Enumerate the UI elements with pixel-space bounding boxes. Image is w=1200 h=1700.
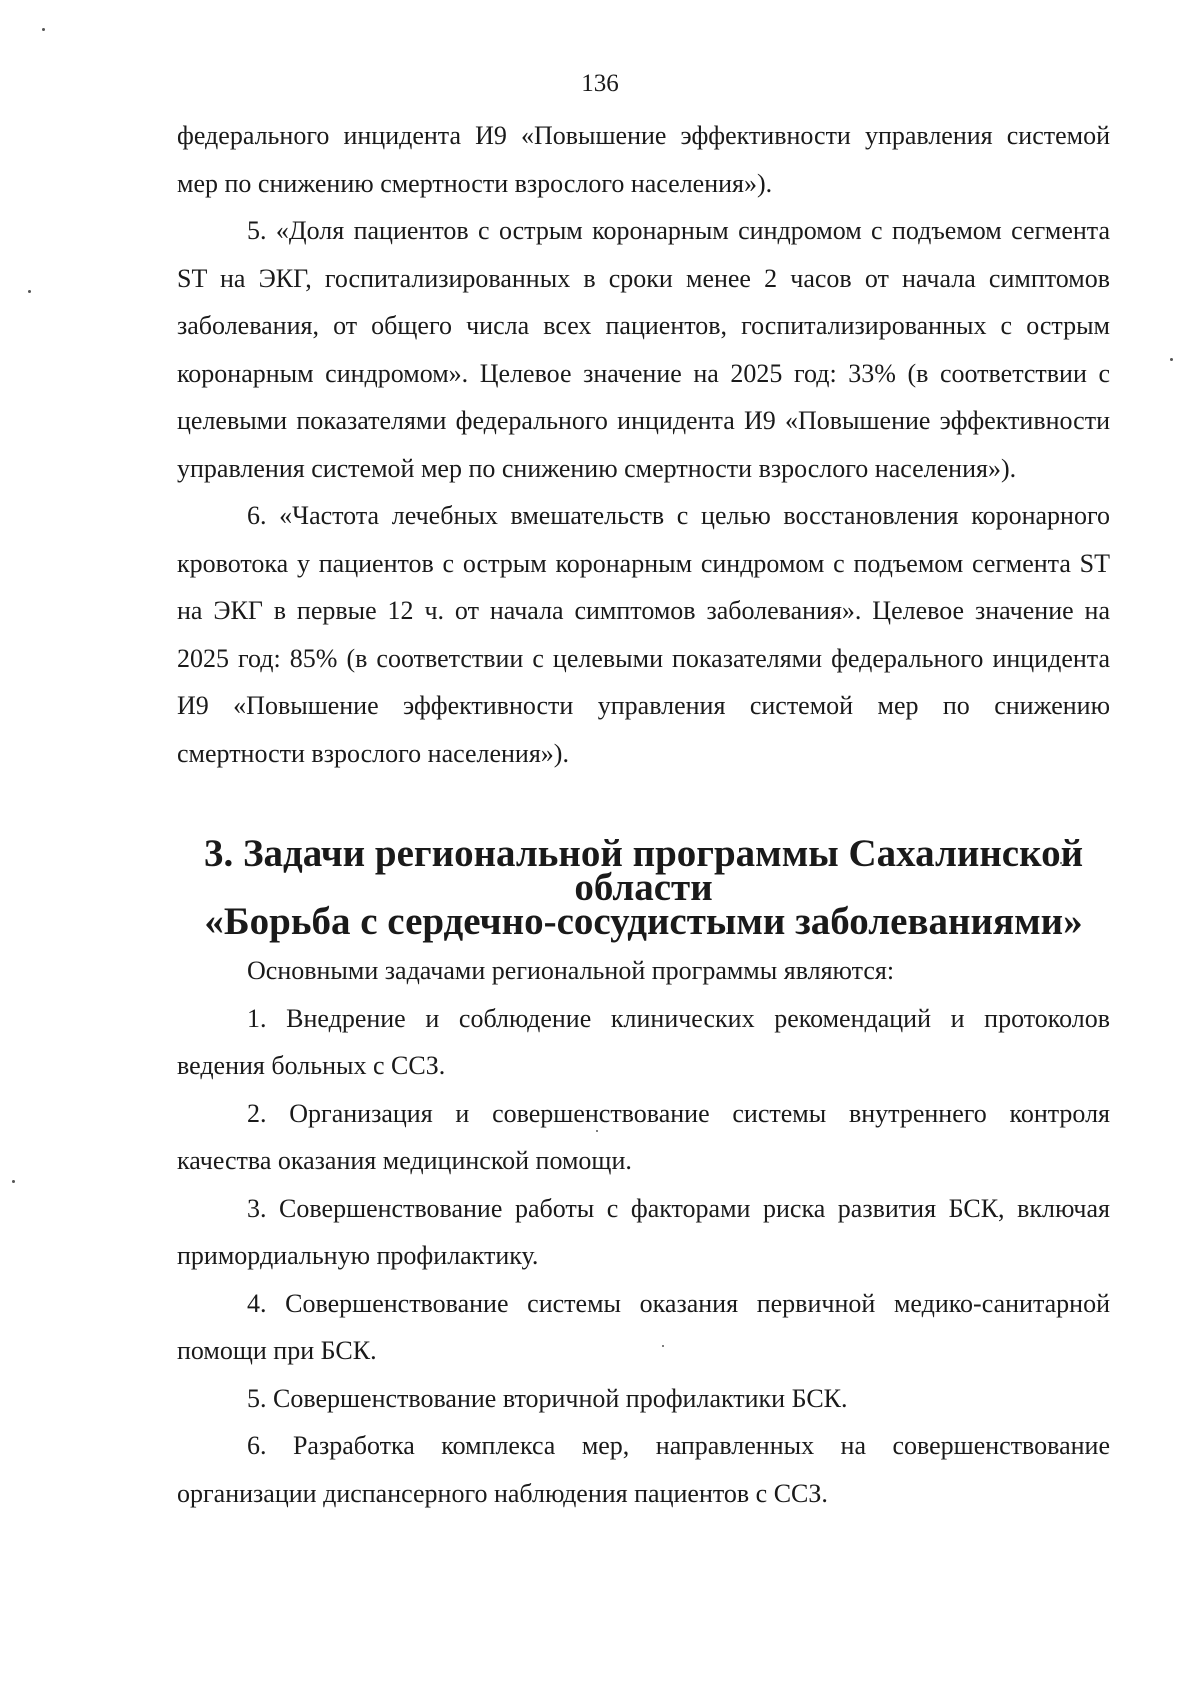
task-item: 2. Организация и совершенствование системы внутреннего контроля качества оказания медицинской помощи.: [177, 1098, 1110, 1175]
task-item: 6. Разработка комплекса мер, направленных на совершенствование организации диспансерного наблюдения пациентов с ССЗ.: [177, 1431, 1110, 1508]
task-item: 4. Совершенствование системы оказания первичной медико-санитарной помощи при БСК.: [177, 1288, 1110, 1365]
scan-speck: [28, 290, 31, 293]
section-heading-line: «Борьба с сердечно-сосудистыми заболеваниями»: [204, 900, 1083, 943]
body-paragraph: 6. «Частота лечебных вмешательств с целью восстановления коронарного кровотока у пациентов с острым коронарным синдромом с подъемом сегмента ST на ЭКГ в первые 12 ч. от начала симптомов заболевания». Целевое значение на 2025 год: 85% (в соответствии с целевыми показателями федерального инцидента И9 «Повышение эффективности управления системой мер по снижению смертности взрослого населения»).: [177, 501, 1110, 768]
task-item: 1. Внедрение и соблюдение клинических рекомендаций и протоколов ведения больных с ССЗ.: [177, 1003, 1110, 1080]
section-heading: [177, 777, 1110, 947]
body-paragraph: федерального инцидента И9 «Повышение эффективности управления системой мер по снижению смертности взрослого населения»).: [177, 121, 1110, 198]
section-heading-line: 3. Задачи региональной программы Сахалинской области: [203, 832, 1084, 909]
scan-speck: [12, 1180, 15, 1183]
intro-paragraph: Основными задачами региональной программы являются:: [247, 956, 895, 985]
body-paragraph: 5. «Доля пациентов с острым коронарным синдромом с подъемом сегмента ST на ЭКГ, госпитализированных в сроки менее 2 часов от начала симптомов заболевания, от общего числа всех пациентов, госпитализированных с острым коронарным синдромом». Целевое значение на 2025 год: 33% (в соответствии с целевыми показателями федерального инцидента И9 «Повышение эффективности управления системой мер по снижению смертности взрослого населения»).: [177, 216, 1110, 483]
page-number: 136: [581, 70, 619, 97]
document-body: [177, 112, 1110, 1517]
scan-speck: [1170, 358, 1173, 361]
task-item: 3. Совершенствование работы с факторами риска развития БСК, включая примордиальную профилактику.: [177, 1193, 1110, 1270]
scan-speck: [42, 28, 45, 31]
task-item: 5. Совершенствование вторичной профилактики БСК.: [247, 1383, 848, 1413]
